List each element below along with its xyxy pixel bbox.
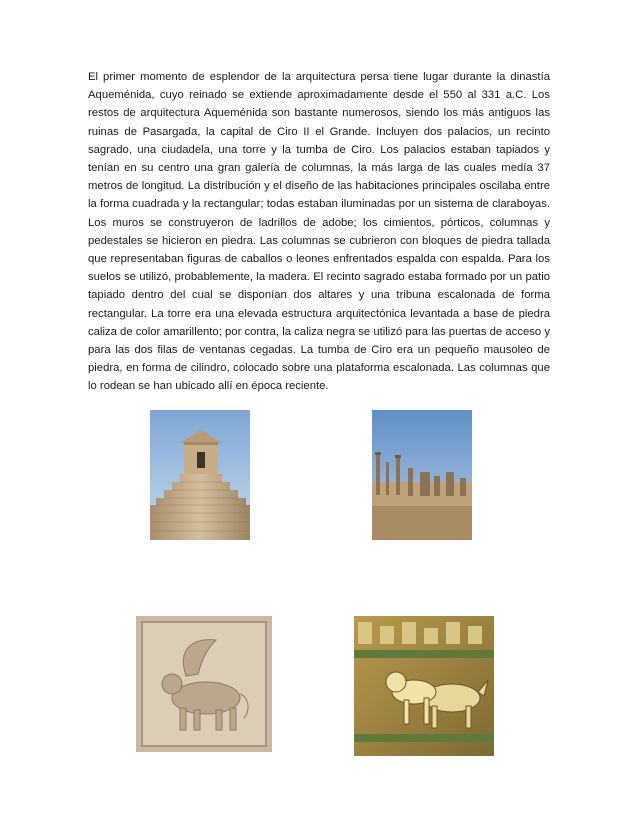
winged-bull-relief-photo xyxy=(136,616,272,752)
tomb-of-cyrus-photo xyxy=(150,410,250,540)
persepolis-ruins-photo xyxy=(372,410,472,540)
lion-attacking-bull-relief-photo xyxy=(354,616,494,756)
body-paragraph: El primer momento de esplendor de la arquitectura persa tiene lugar durante la dinastía Aqueménida, cuyo reinado se extiende aproximadamente desde el 550 al 331 a.C. Los restos de arquitectura Aqueménida son bastante numerosos, siendo los más antiguos las ruinas de Pasargada, la capital de Ciro II el Grande. Incluyen dos palacios, un recinto sagrado, una ciudadela, una torre y la tumba de Ciro. Los palacios estaban tapiados y tenían en su centro una gran galería de columnas, la más larga de las cuales medía 37 metros de longitud. La distribución y el diseño de las habitaciones principales oscilaba entre la forma cuadrada y la rectangular; todas estaban iluminadas por un sistema de claraboyas. Los muros se construyeron de ladrillos de adobe; los cimientos, pórticos, columnas y pedestales se hicieron en piedra. Las columnas se cubrieron con bloques de piedra tallada que representaban figuras de caballos o leones enfrentados espalda con espalda. Para los suelos se utilizó, probablemente, la madera. El recinto sagrado estaba formado por un patio tapiado dentro del cual se disponían dos altares y una tribuna escalonada de forma rectangular. La torre era una elevada estructura arquitectónica levantada a base de piedra caliza de color amarillento; por contra, la caliza negra se utilizó para las puertas de acceso y para las dos filas de ventanas cegadas. La tumba de Ciro era un pequeño mausoleo de piedra, en forma de cilindro, colocado sobre una plataforma escalonada. Las columnas que lo rodean se han ubicado allí en época reciente. xyxy=(88,71,550,393)
